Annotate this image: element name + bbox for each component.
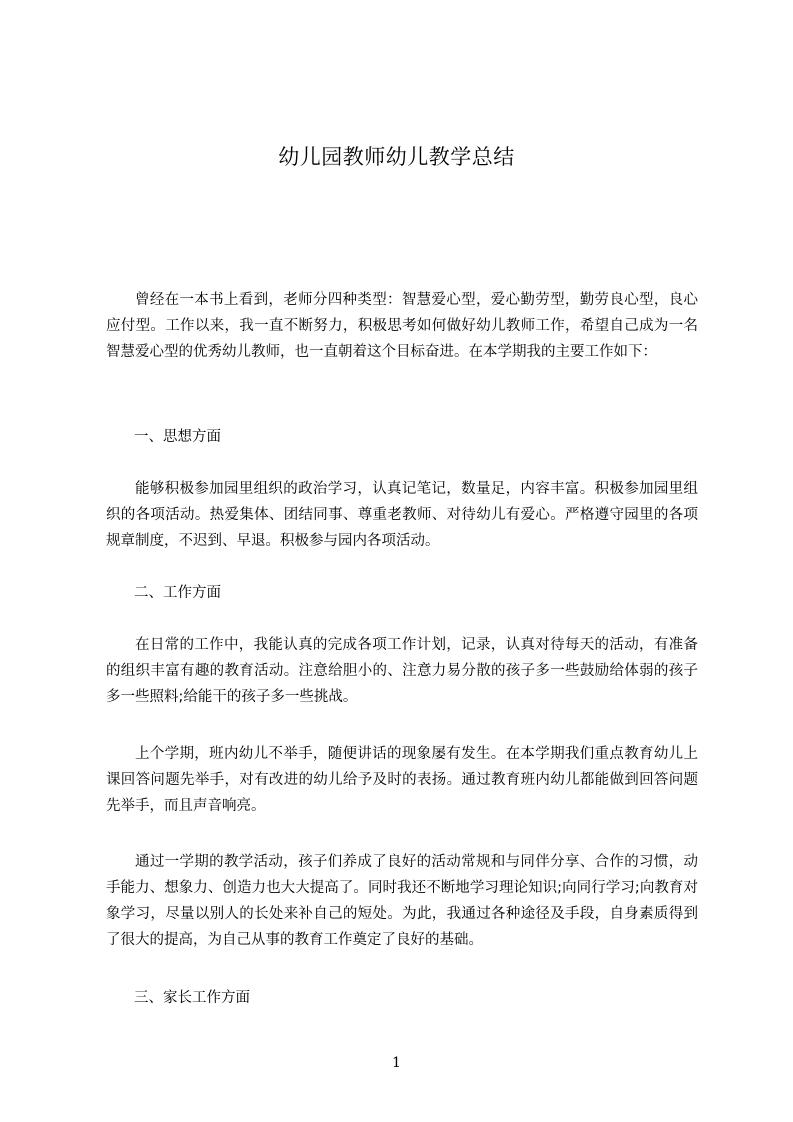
section-paragraph-work-2: 上个学期，班内幼儿不举手，随便讲话的现象屡有发生。在本学期我们重点教育幼儿上课回答问题先举手，对有改进的幼儿给予及时的表扬。通过教育班内幼儿都能做到回答问题先举手，而且声音响亮。 xyxy=(106,746,698,814)
intro-paragraph: 曾经在一本书上看到，老师分四种类型：智慧爱心型，爱心勤劳型，勤劳良心型，良心应付型。工作以来，我一直不断努力，积极思考如何做好幼儿教师工作，希望自己成为一名智慧爱心型的优秀幼儿教师，也一直朝着这个目标奋进。在本学期我的主要工作如下： xyxy=(106,292,698,360)
section-heading-thought: 一、思想方面 xyxy=(134,429,221,445)
section-heading-work: 二、工作方面 xyxy=(134,585,221,601)
section-heading-parents: 三、家长工作方面 xyxy=(134,990,250,1006)
section-paragraph-thought: 能够积极参加园里组织的政治学习，认真记笔记，数量足，内容丰富。积极参加园里组织的各项活动。热爱集体、团结同事、尊重老教师、对待幼儿有爱心。严格遵守园里的各项规章制度，不迟到、早退。积极参与园内各项活动。 xyxy=(106,481,698,549)
document-title: 幼儿园教师幼儿教学总结 xyxy=(278,145,515,169)
section-paragraph-work-3: 通过一学期的教学活动，孩子们养成了良好的活动常规和与同伴分享、合作的习惯，动手能力、想象力、创造力也大大提高了。同时我还不断地学习理论知识;向同行学习;向教育对象学习，尽量以别人的长处来补自己的短处。为此，我通过各种途径及手段，自身素质得到了很大的提高，为自己从事的教育工作奠定了良好的基础。 xyxy=(106,854,698,948)
section-paragraph-work-1: 在日常的工作中，我能认真的完成各项工作计划，记录，认真对待每天的活动，有准备的组织丰富有趣的教育活动。注意给胆小的、注意力易分散的孩子多一些鼓励给体弱的孩子多一些照料;给能干的孩子多一些挑战。 xyxy=(106,637,698,705)
page-number: 1 xyxy=(392,1055,401,1071)
